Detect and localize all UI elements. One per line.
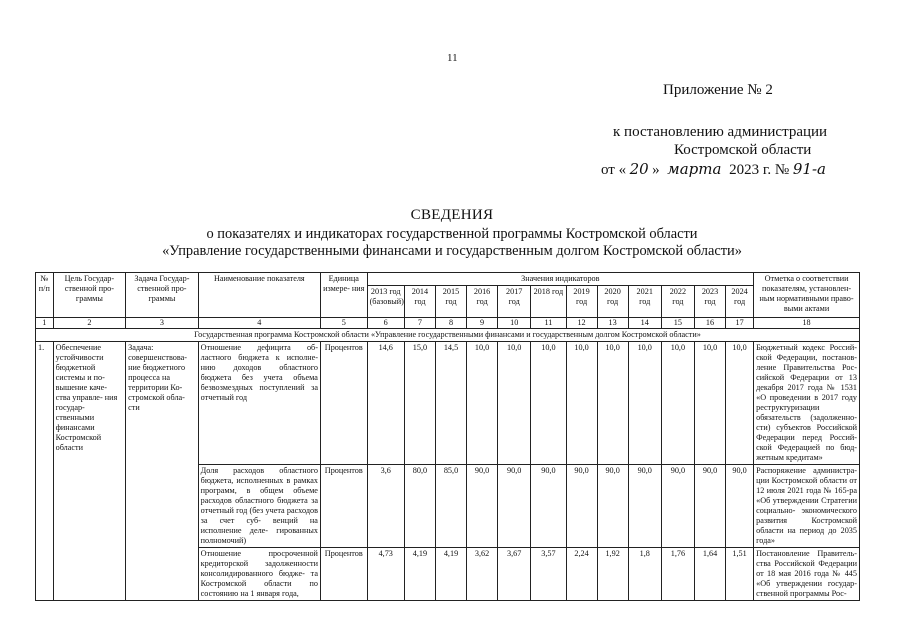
value-cell: 2,24: [566, 548, 597, 601]
value-cell: 90,0: [628, 465, 661, 548]
column-number: 15: [661, 318, 694, 329]
value-cell: 85,0: [435, 465, 466, 548]
value-cell: 90,0: [566, 465, 597, 548]
header-indicator: Наименование показателя: [198, 273, 320, 318]
unit-cell: Процентов: [320, 548, 367, 601]
date-prefix: от «: [601, 162, 627, 178]
appendix-line-1: к постановлению администрации: [613, 124, 828, 140]
note-cell: Бюджетный кодекс Россий- ской Федерации, постанов- ление Правительства Рос- сийской Федерации от 13 декабря 2017 года № 1531 «О проведении в 2017 году реструктуризации обязательств (задолженно- сти) субъектов Российской Федерации перед Россий- ской Федерацией по бюд- жетным кредитам»: [754, 342, 860, 465]
column-number: 9: [467, 318, 498, 329]
row-number: 1.: [36, 342, 54, 601]
value-cell: 14,6: [367, 342, 404, 465]
header-year: 2016 год: [467, 286, 498, 318]
header-num: № п/п: [36, 273, 54, 318]
appendix-title: Приложение № 2: [663, 82, 773, 98]
header-year: 2013 год (базовый): [367, 286, 404, 318]
value-cell: 1,51: [726, 548, 754, 601]
note-cell: Постановление Правитель- ства Российской Федерации от 18 мая 2016 года № 445 «Об утверждении государ- ственной программы Рос-: [754, 548, 860, 601]
header-values: Значения индикаторов: [367, 273, 754, 286]
value-cell: 3,62: [467, 548, 498, 601]
column-number: 6: [367, 318, 404, 329]
value-cell: 90,0: [498, 465, 531, 548]
value-cell: 3,6: [367, 465, 404, 548]
value-cell: 90,0: [661, 465, 694, 548]
value-cell: 4,73: [367, 548, 404, 601]
column-number: 18: [754, 318, 860, 329]
value-cell: 10,0: [498, 342, 531, 465]
value-cell: 15,0: [404, 342, 435, 465]
goal-cell: Обеспечение устойчивости бюджетной системы и по- вышение каче- ства управле- ния государ- ственными финансами Костромской области: [53, 342, 126, 601]
date-day: 20: [629, 160, 649, 178]
value-cell: 1,92: [597, 548, 628, 601]
appendix-line-2: Костромской области: [674, 142, 812, 158]
value-cell: 90,0: [597, 465, 628, 548]
header-note: Отметка о соответствии показателям, установлен- ным нормативными право- выми актами: [754, 273, 860, 318]
value-cell: 1,76: [661, 548, 694, 601]
appendix-date-line: [601, 160, 829, 179]
value-cell: 10,0: [694, 342, 725, 465]
header-year: 2022 год: [661, 286, 694, 318]
value-cell: 4,19: [404, 548, 435, 601]
value-cell: 14,5: [435, 342, 466, 465]
column-number: 1: [36, 318, 54, 329]
column-number: 17: [726, 318, 754, 329]
date-mid: »: [652, 162, 660, 178]
header-year: 2017 год: [498, 286, 531, 318]
heading-program: «Управление государственными финансами и государственным долгом Костромской области»: [162, 243, 742, 259]
date-number: 91-а: [792, 160, 826, 178]
header-year: 2020 год: [597, 286, 628, 318]
indicators-table: [35, 272, 860, 601]
value-cell: 10,0: [566, 342, 597, 465]
column-number: 10: [498, 318, 531, 329]
column-number: 14: [628, 318, 661, 329]
value-cell: 10,0: [531, 342, 566, 465]
value-cell: 1,8: [628, 548, 661, 601]
unit-cell: Процентов: [320, 342, 367, 465]
program-row: Государственная программа Костромской области «Управление государственными финансами и государственным долгом Костромской области»: [36, 329, 860, 342]
value-cell: 10,0: [661, 342, 694, 465]
header-year: 2019 год: [566, 286, 597, 318]
heading-title: СВЕДЕНИЯ: [410, 207, 494, 223]
header-year: 2024 год: [726, 286, 754, 318]
value-cell: 10,0: [467, 342, 498, 465]
value-cell: 90,0: [694, 465, 725, 548]
heading-subtitle: о показателях и индикаторах государственной программы Костромской области: [206, 226, 698, 242]
note-cell: Распоряжение администра- ции Костромской области от 12 июля 2021 года № 165-ра «Об утверждении Стратегии социально- экономического развития Костромской области на период до 2035 года»: [754, 465, 860, 548]
column-number: 8: [435, 318, 466, 329]
header-year: 2018 год: [531, 286, 566, 318]
header-task: Задача Государ- ственной про- граммы: [126, 273, 199, 318]
column-number: 16: [694, 318, 725, 329]
header-year: 2021 год: [628, 286, 661, 318]
date-month: марта: [667, 160, 722, 178]
header-year: 2015 год: [435, 286, 466, 318]
value-cell: 3,67: [498, 548, 531, 601]
column-number: 11: [531, 318, 566, 329]
column-number: 4: [198, 318, 320, 329]
header-year: 2023 год: [694, 286, 725, 318]
indicator-cell: Доля расходов областного бюджета, исполненных в рамках программ, в общем объеме расходов областного бюджета за отчетный год (без учета расходов за счет суб- венций на исполнение деле- гированных полномочий): [198, 465, 320, 548]
value-cell: 4,19: [435, 548, 466, 601]
header-goal: Цель Государ- ственной про- граммы: [53, 273, 126, 318]
value-cell: 10,0: [597, 342, 628, 465]
column-number: 2: [53, 318, 126, 329]
header-unit: Единица измере- ния: [320, 273, 367, 318]
value-cell: 90,0: [726, 465, 754, 548]
value-cell: 1,64: [694, 548, 725, 601]
value-cell: 90,0: [531, 465, 566, 548]
column-number: 12: [566, 318, 597, 329]
value-cell: 10,0: [726, 342, 754, 465]
column-number: 7: [404, 318, 435, 329]
column-number: 3: [126, 318, 199, 329]
page-number: 11: [447, 52, 458, 64]
task-cell: Задача: совершенствова- ние бюджетного процесса на территории Ко- стромской обла- сти: [126, 342, 199, 601]
header-year: 2014 год: [404, 286, 435, 318]
value-cell: 10,0: [628, 342, 661, 465]
column-number: 13: [597, 318, 628, 329]
indicator-cell: Отношение дефицита об- ластного бюджета к исполне- нию доходов областного бюджета без учета объема безвозмездных поступлений за отчетный год: [198, 342, 320, 465]
value-cell: 80,0: [404, 465, 435, 548]
column-number: 5: [320, 318, 367, 329]
indicator-cell: Отношение просроченной кредиторской задолженности консолидированного бюдже- та Костромской области по состоянию на 1 января года,: [198, 548, 320, 601]
value-cell: 90,0: [467, 465, 498, 548]
value-cell: 3,57: [531, 548, 566, 601]
date-year: 2023 г. №: [729, 162, 790, 178]
unit-cell: Процентов: [320, 465, 367, 548]
